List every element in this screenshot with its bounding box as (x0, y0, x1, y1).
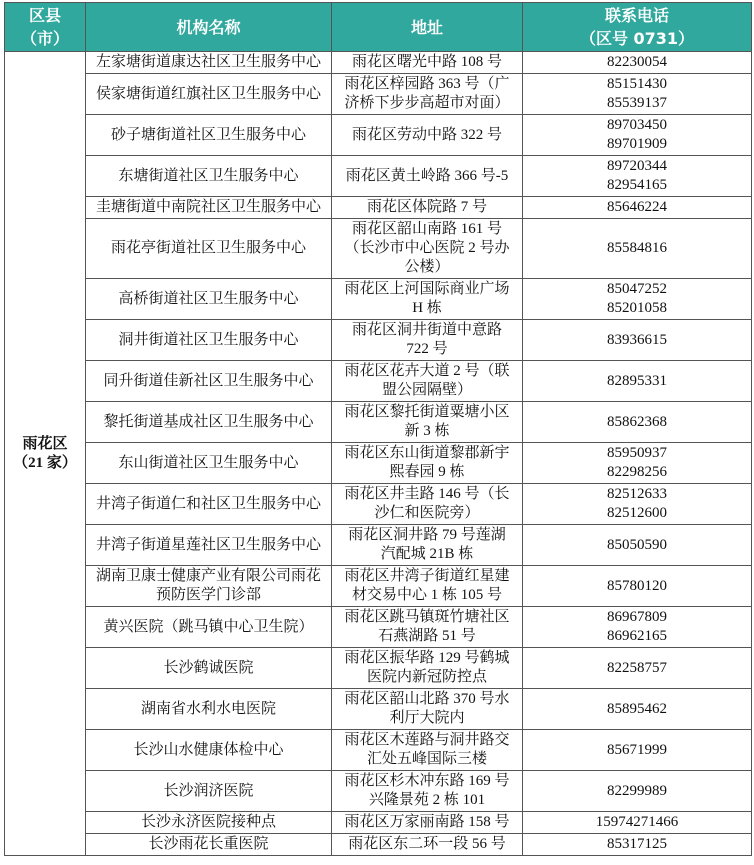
phone-number: 85050590 (607, 536, 667, 553)
phone-header-label: （区号 0731） (579, 29, 695, 48)
phone-cell (523, 219, 752, 279)
address-cell (332, 320, 523, 361)
institution-name-cell (86, 443, 332, 484)
phone-number: 85151430 (607, 76, 667, 92)
phone-number: 86967809 (607, 609, 667, 625)
institution-name: 湖南卫康士健康产业有限公司雨花 (95, 568, 321, 584)
address-line: 雨花区井湾子街道红星建 (344, 568, 510, 584)
phone-header (523, 3, 752, 52)
address-line: 722 号 (406, 341, 448, 357)
address-line: 利厅大院内 (389, 710, 465, 726)
institution-name: 长沙永济医院接种点 (140, 814, 276, 830)
institution-table (4, 2, 752, 856)
table-row (5, 689, 752, 730)
phone-number: 85671999 (607, 741, 667, 758)
address-line: 雨花区木莲路与洞井路交 (344, 732, 510, 748)
phone-number: 85646224 (607, 199, 667, 215)
address-cell (332, 730, 523, 771)
address-cell (332, 525, 523, 566)
institution-name-header-label: 机构名称 (176, 17, 241, 37)
address-cell (332, 443, 523, 484)
address-line: 雨花区东二环一段 56 号 (348, 836, 506, 852)
address-header (332, 3, 523, 52)
address-line: 雨花区劳动中路 322 号 (351, 126, 502, 143)
institution-name-cell (86, 219, 332, 279)
institution-name-cell (86, 730, 332, 771)
address-line: 济桥下步步高超市对面） (344, 95, 510, 111)
phone-cell (523, 771, 752, 812)
county-header (5, 3, 86, 52)
phone-cell (523, 689, 752, 730)
phone-cell (523, 730, 752, 771)
phone-cell (523, 812, 752, 834)
address-cell (332, 771, 523, 812)
institution-name: 砂子塘街道社区卫生服务中心 (110, 126, 306, 143)
institution-name-cell (86, 320, 332, 361)
phone-number: 82954165 (607, 177, 667, 193)
address-line: 兴隆景苑 2 栋 101 (368, 792, 486, 808)
institution-name-cell (86, 402, 332, 443)
table-row (5, 361, 752, 402)
institution-name: 东塘街道社区卫生服务中心 (118, 167, 299, 184)
address-line: 雨花区万家丽南路 158 号 (344, 814, 510, 830)
table-header (5, 3, 752, 52)
institution-name-cell (86, 812, 332, 834)
phone-cell (523, 484, 752, 525)
table-row (5, 320, 752, 361)
table-row (5, 484, 752, 525)
address-line: （长沙市中心医院 2 号办 (344, 240, 510, 256)
phone-number: 82298256 (607, 464, 667, 480)
address-line: 雨花区洞井路 79 号莲湖 (348, 527, 506, 543)
institution-name-cell (86, 279, 332, 320)
address-cell (332, 52, 523, 74)
phone-number: 86962165 (607, 628, 667, 644)
phone-cell (523, 52, 752, 74)
address-line: 材交易中心 1 栋 105 号 (351, 587, 502, 603)
address-cell (332, 279, 523, 320)
table-row (5, 730, 752, 771)
address-line: 雨花区东山街道黎郡新宇 (344, 445, 510, 461)
institution-name: 东山街道社区卫生服务中心 (118, 454, 299, 471)
address-cell (332, 834, 523, 856)
address-line: 沙仁和医院旁） (374, 505, 480, 521)
phone-cell (523, 74, 752, 115)
institution-table-container (4, 2, 752, 856)
institution-name: 左家塘街道康达社区卫生服务中心 (95, 54, 321, 70)
phone-number: 85539137 (607, 95, 667, 111)
table-row (5, 197, 752, 219)
phone-cell (523, 607, 752, 648)
address-cell (332, 361, 523, 402)
address-line: 雨花区振华路 129 号鹤城 (344, 650, 510, 666)
institution-name: 高桥街道社区卫生服务中心 (118, 290, 299, 307)
phone-number: 89703450 (607, 117, 667, 133)
phone-number: 89720344 (607, 158, 667, 174)
table-row (5, 443, 752, 484)
phone-number: 82299989 (607, 782, 667, 799)
phone-number: 85317125 (607, 836, 667, 852)
address-cell (332, 219, 523, 279)
address-cell (332, 402, 523, 443)
institution-name: 长沙润济医院 (163, 782, 254, 799)
institution-name: 长沙鹤诚医院 (163, 659, 254, 676)
institution-name-cell (86, 566, 332, 607)
phone-cell (523, 197, 752, 219)
institution-name: 湖南省水利水电医院 (140, 700, 276, 717)
institution-name: 黄兴医院（跳马镇中心卫生院） (103, 618, 314, 635)
address-line: 雨花区黄土岭路 366 号-5 (345, 167, 509, 184)
address-cell (332, 607, 523, 648)
table-row (5, 279, 752, 320)
address-cell (332, 74, 523, 115)
address-line: 汽配城 21B 栋 (380, 546, 474, 562)
address-line: 雨花区梓园路 363 号（广 (344, 76, 510, 92)
district-cell (5, 52, 86, 856)
institution-name: 井湾子街道仁和社区卫生服务中心 (95, 495, 321, 512)
phone-number: 85895462 (607, 700, 667, 717)
table-row (5, 607, 752, 648)
phone-header-label: 联系电话 (604, 6, 669, 25)
table-row (5, 834, 752, 856)
address-cell (332, 812, 523, 834)
institution-name-cell (86, 115, 332, 156)
address-line: 熙春园 9 栋 (389, 464, 465, 480)
institution-name: 预防医学门诊部 (155, 587, 261, 603)
address-line: 雨花区曙光中路 108 号 (351, 54, 502, 70)
address-cell (332, 689, 523, 730)
address-line: 雨花区井圭路 146 号（长 (344, 486, 510, 502)
address-cell (332, 566, 523, 607)
phone-number: 85047252 (607, 281, 667, 297)
phone-number: 89701909 (607, 136, 667, 152)
phone-cell (523, 156, 752, 197)
institution-name-cell (86, 834, 332, 856)
phone-cell (523, 443, 752, 484)
address-line: 雨花区韶山北路 370 号水 (344, 691, 510, 707)
table-row (5, 566, 752, 607)
institution-name-cell (86, 156, 332, 197)
phone-cell (523, 402, 752, 443)
institution-name: 黎托街道基成社区卫生服务中心 (103, 413, 314, 430)
table-row (5, 74, 752, 115)
phone-number: 82895331 (607, 372, 667, 389)
institution-name-header (86, 3, 332, 52)
institution-name: 雨花亭街道社区卫生服务中心 (110, 240, 306, 256)
district-label: （21 家） (13, 454, 77, 471)
address-line: 雨花区杉木冲东路 169 号 (344, 773, 510, 789)
address-line: H 栋 (412, 300, 442, 316)
address-line: 雨花区洞井街道中意路 (351, 322, 502, 338)
address-line: 雨花区体院路 7 号 (366, 199, 487, 215)
address-cell (332, 197, 523, 219)
institution-name-cell (86, 52, 332, 74)
address-cell (332, 484, 523, 525)
phone-number: 82258757 (607, 659, 667, 676)
phone-cell (523, 320, 752, 361)
phone-cell (523, 115, 752, 156)
address-line: 雨花区跳马镇斑竹塘社区 (344, 609, 510, 625)
institution-name-cell (86, 689, 332, 730)
district-label: 雨花区 (22, 435, 68, 452)
phone-number: 85584816 (607, 240, 667, 256)
phone-number: 82512633 (607, 486, 667, 502)
address-line: 新 3 栋 (404, 423, 450, 439)
county-header-label: （市） (20, 29, 69, 48)
address-line: 医院内新冠防控点 (366, 669, 487, 685)
phone-number: 85780120 (607, 577, 667, 594)
phone-number: 82230054 (607, 54, 667, 70)
institution-name: 洞井街道社区卫生服务中心 (118, 331, 299, 348)
header-row (5, 3, 752, 52)
phone-cell (523, 834, 752, 856)
table-row (5, 52, 752, 74)
address-line: 公楼） (404, 259, 450, 275)
table-row (5, 156, 752, 197)
institution-name: 同升街道佳新社区卫生服务中心 (103, 372, 314, 389)
institution-name: 长沙山水健康体检中心 (133, 741, 284, 758)
address-cell (332, 115, 523, 156)
phone-cell (523, 279, 752, 320)
institution-name-cell (86, 648, 332, 689)
address-line: 雨花区花卉大道 2 号（联 (344, 363, 510, 379)
address-header-label: 地址 (410, 17, 443, 37)
phone-number: 83936615 (607, 331, 667, 348)
phone-cell (523, 525, 752, 566)
phone-number: 15974271466 (595, 814, 679, 830)
table-row (5, 115, 752, 156)
address-line: 汇处五峰国际三楼 (366, 751, 487, 767)
institution-name-cell (86, 197, 332, 219)
phone-number: 85862368 (607, 413, 667, 430)
phone-number: 85950937 (607, 445, 667, 461)
institution-name-cell (86, 607, 332, 648)
address-line: 雨花区黎托街道粟塘小区 (344, 404, 510, 420)
table-row (5, 402, 752, 443)
address-line: 雨花区韶山南路 161 号 (351, 221, 502, 237)
institution-name: 井湾子街道星莲社区卫生服务中心 (95, 536, 321, 553)
institution-name-cell (86, 525, 332, 566)
table-row (5, 771, 752, 812)
table-row (5, 648, 752, 689)
address-line: 盟公园隔壁） (381, 382, 472, 398)
institution-name-cell (86, 361, 332, 402)
address-cell (332, 156, 523, 197)
phone-cell (523, 648, 752, 689)
county-header-label: 区县 (28, 6, 61, 25)
institution-name-cell (86, 74, 332, 115)
institution-name-cell (86, 771, 332, 812)
address-line: 雨花区上河国际商业广场 (344, 281, 510, 297)
phone-cell (523, 361, 752, 402)
table-row (5, 219, 752, 279)
institution-name: 侯家塘街道红旗社区卫生服务中心 (95, 85, 321, 102)
address-cell (332, 648, 523, 689)
institution-name-cell (86, 484, 332, 525)
table-body (5, 52, 752, 856)
phone-number: 82512600 (607, 505, 667, 521)
phone-cell (523, 566, 752, 607)
institution-name: 长沙雨花长重医院 (148, 836, 269, 852)
institution-name: 圭塘街道中南院社区卫生服务中心 (95, 199, 321, 215)
address-line: 石燕湖路 51 号 (378, 628, 476, 644)
table-row (5, 812, 752, 834)
table-row (5, 525, 752, 566)
phone-number: 85201058 (607, 300, 667, 316)
